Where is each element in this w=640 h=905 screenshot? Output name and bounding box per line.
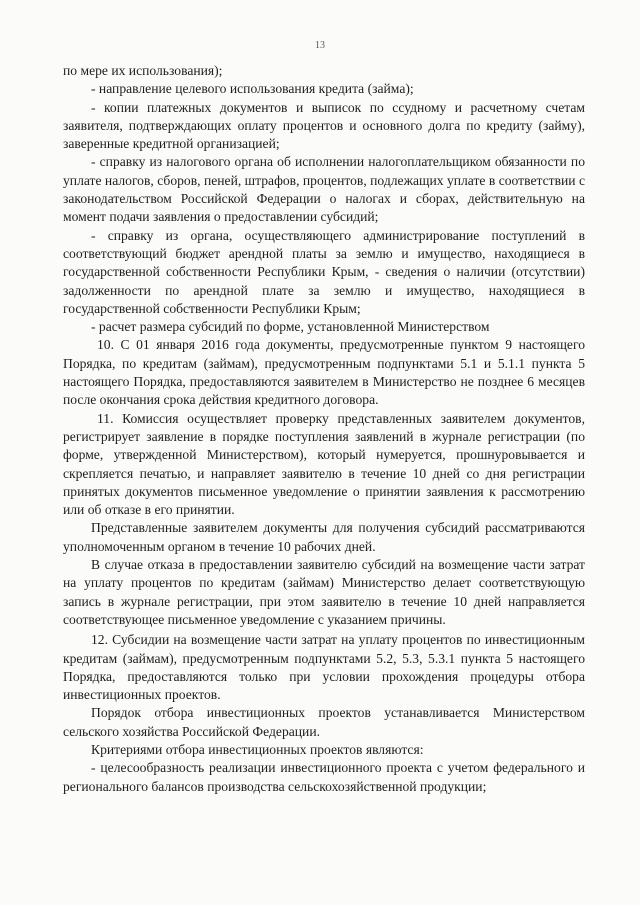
clause-11: 11. Комиссия осуществляет проверку представленных заявителем документов, регистрирует заявление в порядке поступления заявлений в журнале регистрации (по форме, утвержденной Министерством), который нумеруется, прошнуровывается и скрепляется печатью, и направляет заявителю в течение 10 дней со дня регистрации принятых документов письменное уведомление о принятии заявления к рассмотрению или об отказе в его принятии.: [63, 410, 585, 518]
list-item-payment-copies: - копии платежных документов и выписок по ссудному и расчетному счетам заявителя, подтверждающих оплату процентов и основного долга по кредиту (займу), заверенные кредитной организацией;: [63, 99, 585, 152]
list-item-rent-certificate: - справку из органа, осуществляющего администрирование поступлений в соответствующий бюджет арендной платы за землю и имущество, находящиеся в государственной собственности Республики Крым, - сведения о наличии (отсутствии) задолженности по арендной плате за землю и имущество, находящиеся в государственной собственности Республики Крым;: [63, 227, 585, 316]
paragraph-continuation: по мере их использования);: [63, 63, 223, 78]
list-item-loan-purpose: - направление целевого использования кредита (займа);: [91, 81, 414, 97]
clause-12: 12. Субсидии на возмещение части затрат на уплату процентов по инвестиционным кредитам (займам), предусмотренным подпунктами 5.2, 5.3, 5.3.1 пункта 5 настоящего Порядка, предоставляются только при условии прохождения процедуры отбора инвестиционных проектов.: [63, 632, 585, 703]
list-item-tax-certificate: - справку из налогового органа об исполнении налогоплательщиком обязанности по уплате налогов, сборов, пеней, штрафов, процентов, подлежащих уплате в соответствии с законодательством Российской Федерации о налогах и сборах, действительную на момент подачи заявления о предоставлении субсидий;: [63, 154, 585, 225]
list-item-criterion-feasibility: - целесообразность реализации инвестиционного проекта с учетом федерального и регионального балансов производства сельскохозяйственной продукции;: [63, 760, 585, 794]
paragraph-selection-procedure: Порядок отбора инвестиционных проектов устанавливается Министерством сельского хозяйства Российской Федерации.: [63, 705, 585, 739]
page-number: 13: [315, 40, 325, 51]
clause-10: 10. С 01 января 2016 года документы, предусмотренные пунктом 9 настоящего Порядка, по кредитам (займам), предусмотренным подпунктами 5.1 и 5.1.1 пункта 5 настоящего Порядка, предоставляются заявителем в Министерство не позднее 6 месяцев после окончания срока действия кредитного договора.: [63, 337, 585, 408]
document-body: [63, 62, 585, 796]
paragraph-refusal: В случае отказа в предоставлении заявителю субсидий на возмещение части затрат на уплату процентов по кредитам (займам) Министерство делает соответствующую запись в журнале регистрации, при этом заявителю в течение 10 дней направляется соответствующее письменное уведомление с указанием причины.: [63, 557, 585, 627]
paragraph-selection-criteria: Критериями отбора инвестиционных проектов являются:: [91, 741, 424, 757]
paragraph-review-period: Представленные заявителем документы для получения субсидий рассматриваются уполномоченным органом в течение 10 рабочих дней.: [63, 520, 585, 554]
list-item-subsidy-calculation: - расчет размера субсидий по форме, установленной Министерством: [91, 319, 490, 335]
